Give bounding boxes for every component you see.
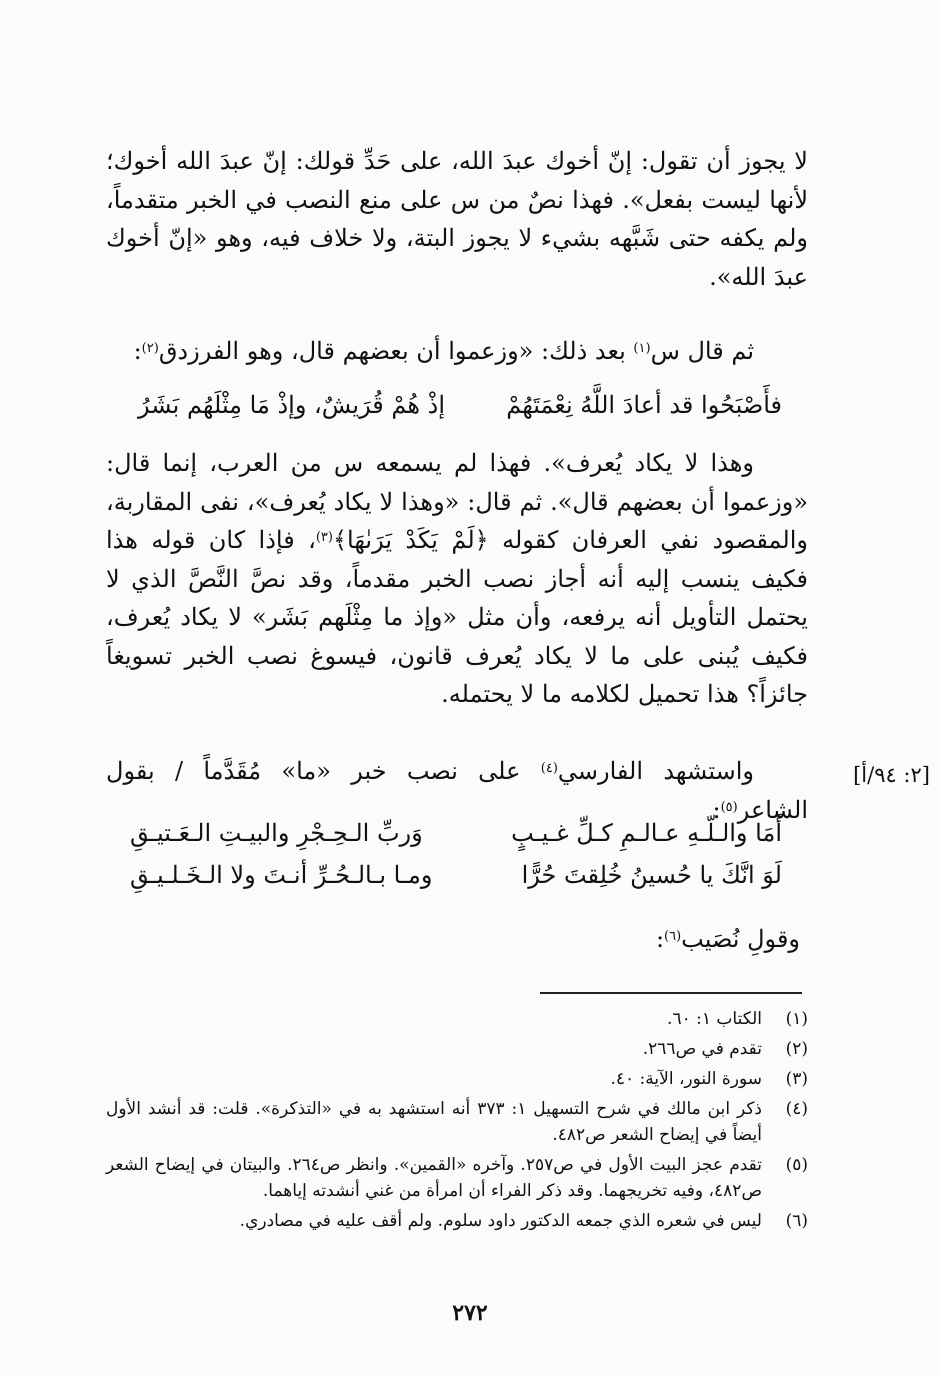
paragraph-1: لا يجوز أن تقول: إنّ أخوك عبدَ الله، على حَدِّ قولك: إنّ عبدَ الله أخوك؛ لأنها ليست بفعل». فهذا نصٌ من س على منع النصب في الخبر متقدماً، ولم يكفه حتى شَبَّهه بشيء لا يجوز البتة، ولا خلاف فيه، وهو «إنّ أخوك عبدَ الله». — [106, 147, 808, 291]
footnote-ref-4[interactable]: (٤) — [540, 761, 558, 776]
footnotes — [106, 1006, 808, 1238]
footnote-ref-2[interactable]: (٢) — [141, 341, 159, 356]
paragraph-2 — [106, 332, 808, 371]
paragraph-5-text-end: : — [655, 925, 665, 953]
footnote-ref-6[interactable]: (٦) — [664, 929, 682, 944]
footnote-item — [106, 1066, 808, 1092]
paragraph-4-text-start: واستشهد الفارسي — [557, 757, 754, 785]
paragraph-3 — [106, 444, 808, 714]
footnote-ref-3[interactable]: (٣) — [315, 530, 333, 545]
footnote-item — [106, 1152, 808, 1204]
paragraph-3-text-start: وهذا لا يكاد يُعرف». فهذا لم يسمعه س من العرب، إنما قال: «وزعموا أن بعضهم قال». ثم قال: «وهذا لا يكاد يُعرف»، نفى المقاربة، والمقصود نفي العرفان كقوله ﴿لَمْ يَكَدْ يَرَىٰهَا﴾ — [106, 449, 808, 554]
verse-2-first-hemistich: أَمَا والـلّـهِ عـالـمِ كـلِّ غـيـبٍ — [511, 819, 782, 847]
footnote-number: (٣) — [785, 1069, 808, 1089]
paragraph-3-text-end: ، فإذا كان قوله هذا فكيف ينسب إليه أنه أجاز نصب الخبر مقدماً، وقد نصَّ النَّصَّ الذي لا يحتمل التأويل أنه يرفعه، وأن مثل «وإذ ما مِثْلَهم بَشَر» لا يكاد يُعرف، فكيف يُبنى على ما لا يكاد يُعرف قانون، فيسوغ نصب الخبر تسويغاً جائزاً؟ هذا تحميل لكلامه ما لا يحتمله. — [106, 526, 808, 708]
footnote-number: (٦) — [785, 1211, 808, 1231]
footnote-number: (٥) — [785, 1155, 808, 1175]
footnote-text: سورة النور، الآية: ٤٠. — [610, 1069, 762, 1089]
paragraph-2-text-middle: بعد ذلك: «وزعموا أن بعضهم قال، وهو الفرزدق — [158, 337, 634, 365]
paragraph-5 — [540, 920, 800, 959]
footnote-text: تقدم عجز البيت الأول في ص٢٥٧. وآخره «القمين». وانظر ص٢٦٤. والبيتان في إيضاح الشعر ص٤٨٢، وفيه تخريجهما. وقد ذكر الفراء أن امرأة من غني أنشدته إياهما. — [106, 1155, 762, 1201]
footnote-text: ذكر ابن مالك في شرح التسهيل ١: ٣٧٣ أنه استشهد به في «التذكرة». قلت: قد أنشد الأول أيضاً في إيضاح الشعر ص٤٨٢. — [106, 1099, 763, 1145]
footnote-number: (١) — [785, 1009, 808, 1029]
verse-3-first-hemistich: لَوَ انَّكَ يا حُسينُ خُلِقتَ حُرًّا — [521, 861, 782, 889]
footnote-number: (٤) — [785, 1099, 808, 1119]
manuscript-folio-reference: [٢: ٩٤/أ] — [853, 763, 930, 787]
footnote-ref-5[interactable]: (٥) — [720, 799, 738, 815]
paragraph-2-text-start: ثم قال س — [650, 337, 754, 365]
footnote-item — [106, 1036, 808, 1062]
paragraph-4-text-end: : — [712, 795, 721, 824]
paragraph-5-text: وقولِ نُصَيب — [681, 925, 800, 953]
footnote-text: الكتاب ١: ٦٠. — [667, 1009, 762, 1029]
verse-2-second-hemistich: وَربِّ الـحِـجْرِ والبيـتِ الـعَـتيـقِ — [130, 819, 423, 847]
paragraph-4-text-middle: على نصب خبر «ما» مُقَدَّماً / بقول الشاعر — [106, 757, 808, 824]
verse-1-first-hemistich: فأَصْبَحُوا قد أعادَ اللَّهُ نِعْمَتَهُمْ — [506, 391, 782, 419]
footnote-item — [106, 1208, 808, 1234]
footnote-item — [106, 1096, 808, 1148]
paragraph-2-text-end: : — [133, 337, 142, 365]
verse-3-second-hemistich: ومـا بـالـحُـرِّ أنـتَ ولا الـخَـلـيـقِ — [130, 861, 433, 889]
footnote-ref-1[interactable]: (١) — [633, 341, 651, 356]
footnote-separator — [540, 992, 802, 994]
footnote-text: ليس في شعره الذي جمعه الدكتور داود سلوم. ولم أقف عليه في مصادري. — [239, 1211, 762, 1231]
verse-1-second-hemistich: إذْ هُمْ قُرَيشٌ، وإذْ مَا مِثْلَهُم بَشَرُ — [138, 391, 446, 419]
footnote-number: (٢) — [785, 1039, 808, 1059]
footnote-item — [106, 1006, 808, 1032]
page-number: ٢٧٢ — [452, 1300, 488, 1326]
footnote-text: تقدم في ص٢٦٦. — [642, 1039, 762, 1059]
